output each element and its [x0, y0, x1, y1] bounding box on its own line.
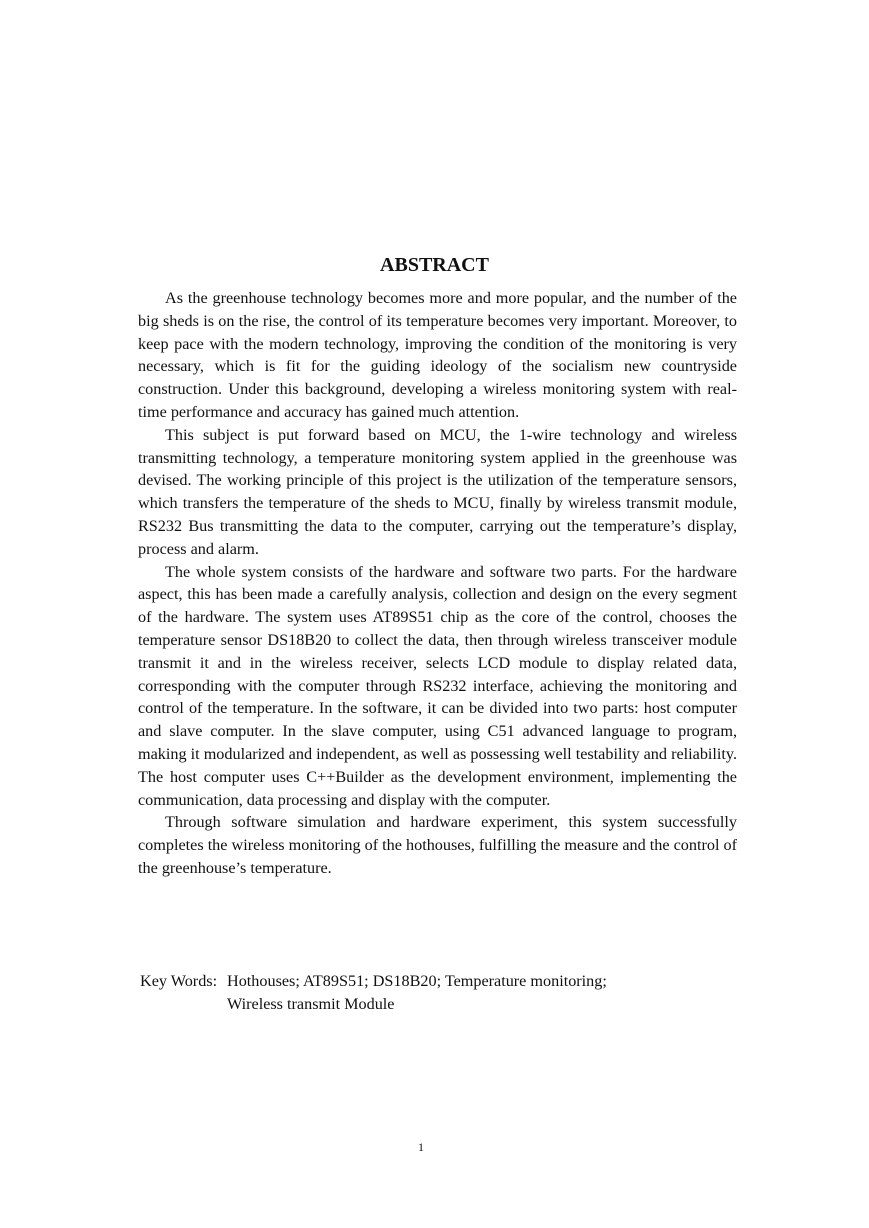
abstract-paragraph-1: As the greenhouse technology becomes more and more popular, and the number of the big sheds is on the rise, the control of its temperature becomes very important. Moreover, to keep pace with the modern technology, improving the condition of the monitoring is very necessary, which is fit for the guiding ideology of the socialism new countryside construction. Under this background, developing a wireless monitoring system with real-time performance and accuracy has gained much attention. — [138, 289, 737, 421]
keywords-values — [227, 970, 607, 1016]
keywords-label: Key Words: — [140, 972, 218, 990]
abstract-title: ABSTRACT — [380, 254, 489, 276]
page-number: 1 — [418, 1140, 424, 1154]
keywords-line-2: Wireless transmit Module — [227, 994, 395, 1013]
abstract-paragraph-2: This subject is put forward based on MCU, the 1-wire technology and wireless transmitting technology, a temperature monitoring system applied in the greenhouse was devised. The working principle of this project is the utilization of the temperature sensors, which transfers the temperature of the sheds to MCU, finally by wireless transmit module, RS232 Bus transmitting the data to the computer, carrying out the temperature’s display, process and alarm. — [138, 425, 737, 558]
abstract-body — [138, 287, 737, 880]
keywords-section — [140, 970, 740, 1016]
abstract-paragraph-4: Through software simulation and hardware experiment, this system successfully completes the wireless monitoring of the hothouses, fulfilling the measure and the control of the greenhouse’s temperature. — [138, 813, 737, 877]
abstract-paragraph-3: The whole system consists of the hardware and software two parts. For the hardware aspect, this has been made a carefully analysis, collection and design on the every segment of the hardware. The system uses AT89S51 chip as the core of the control, chooses the temperature sensor DS18B20 to collect the data, then through wireless transceiver module transmit it and in the wireless receiver, selects LCD module to display related data, corresponding with the computer through RS232 interface, achieving the monitoring and control of the temperature. In the software, it can be divided into two parts: host computer and slave computer. In the slave computer, using C51 advanced language to program, making it modularized and independent, as well as possessing well testability and reliability. The host computer uses C++Builder as the development environment, implementing the communication, data processing and display with the computer. — [138, 562, 737, 809]
keywords-line-1: Hothouses; AT89S51; DS18B20; Temperature monitoring; — [227, 972, 607, 990]
